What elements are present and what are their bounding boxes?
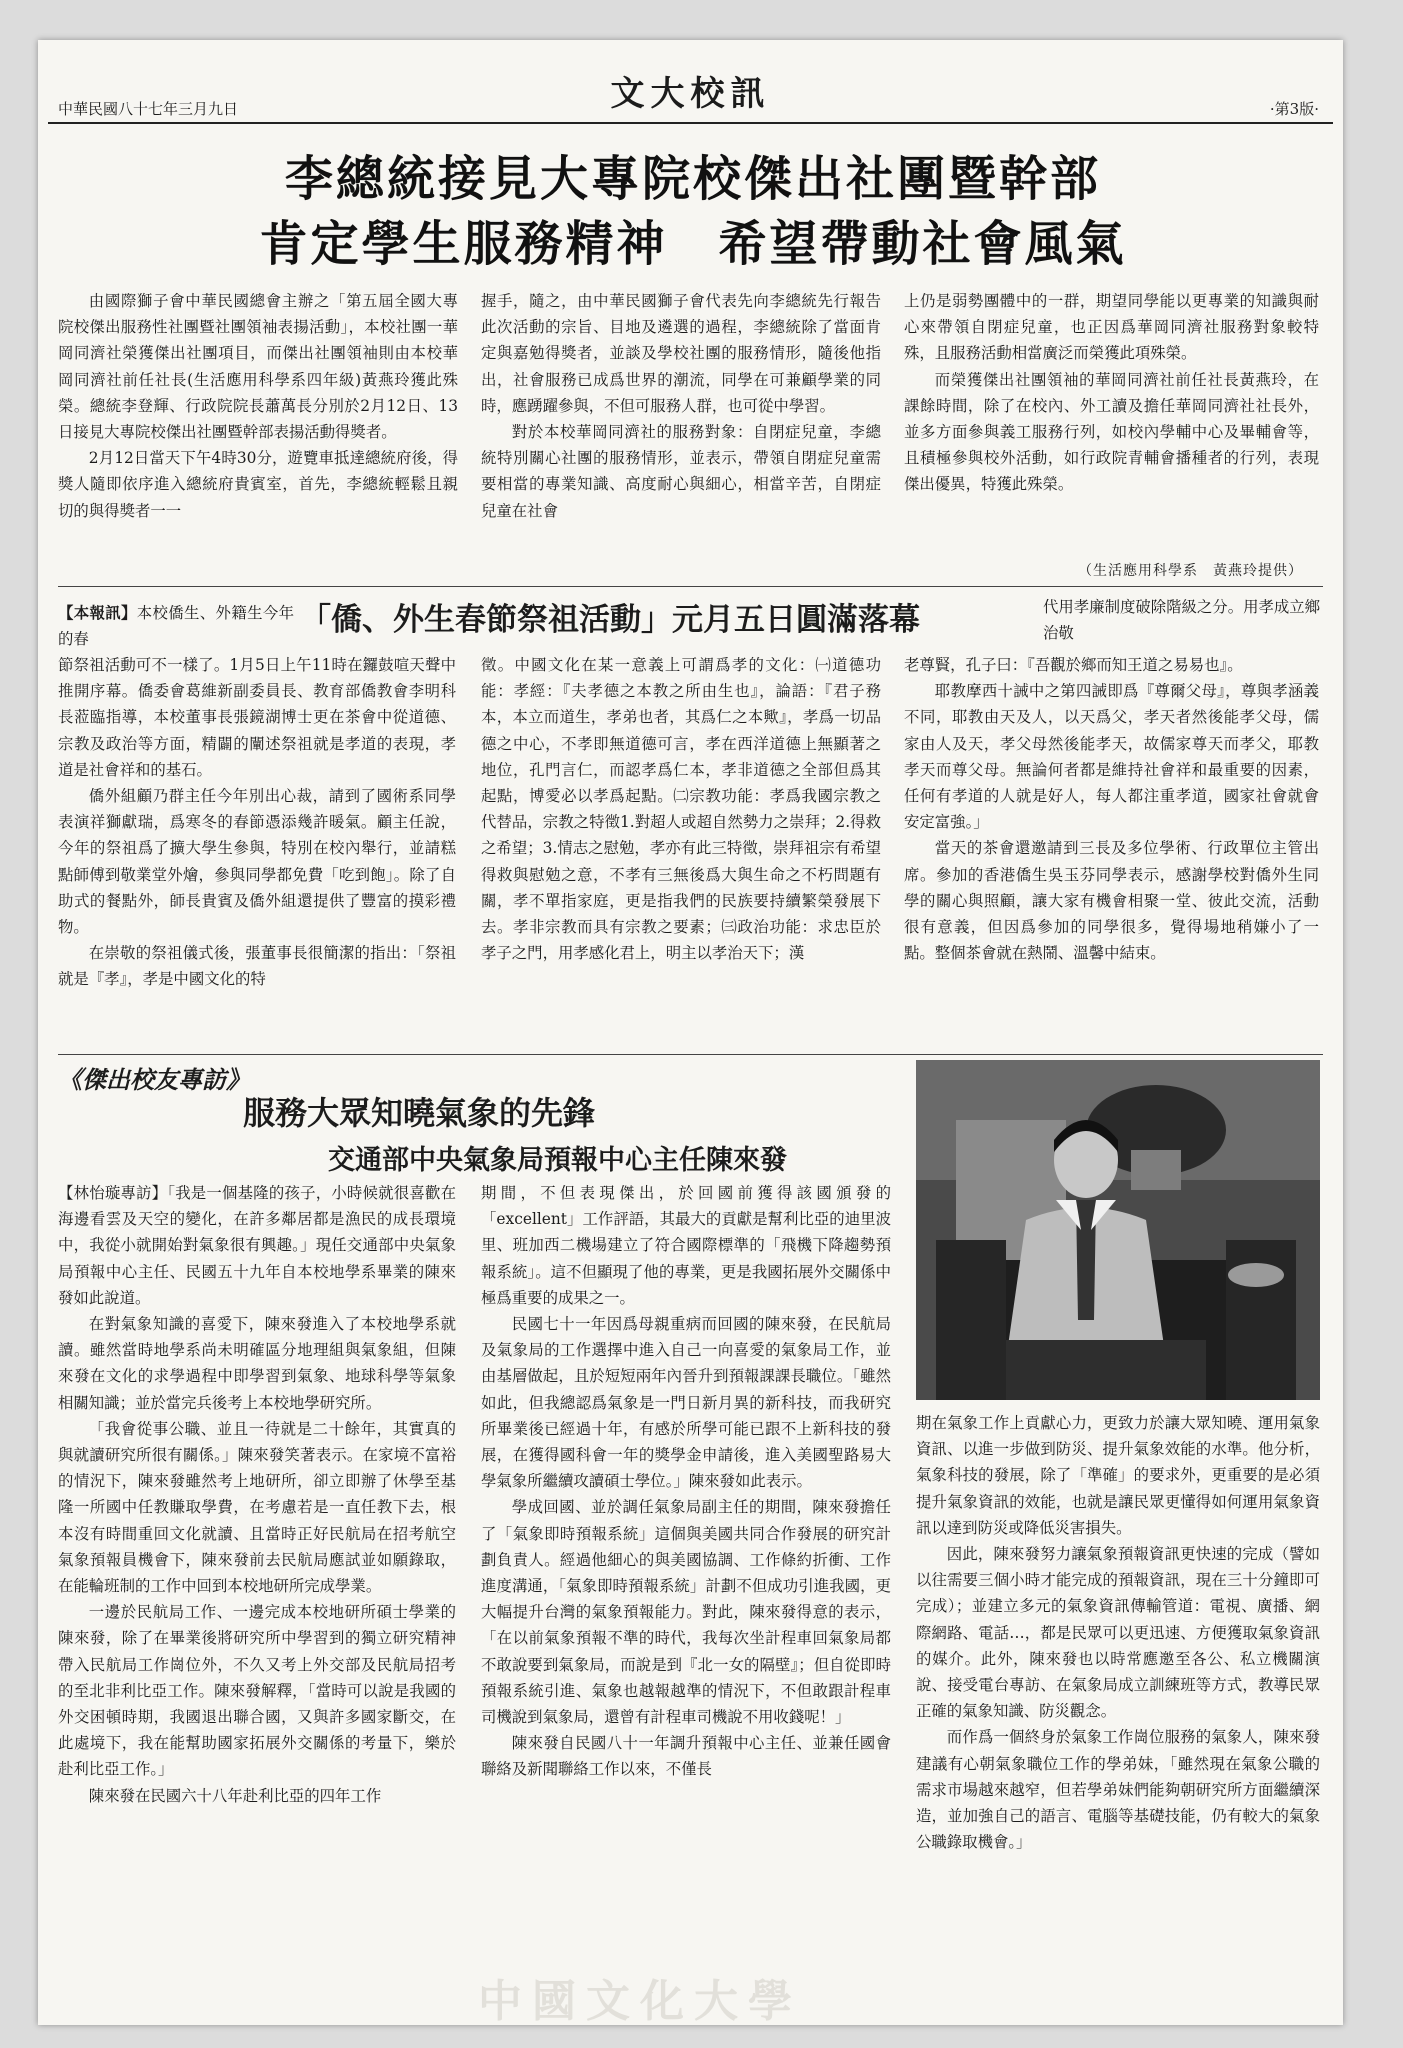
article1-headline-line2: 肯定學生服務精神 希望帶動社會風氣 (259, 216, 1127, 272)
article3-col3-para3: 而作爲一個終身於氣象工作崗位服務的氣象人，陳來發建議有心朝氣象職位工作的學弟妹，「雖然現在氣象公職的需求市場越來越窄，但若學弟妹們能夠朝研究所方面繼續深造，並加強自己的語言、電腦等基礎技能，仍有較大的氣象公職錄取機會。」 (916, 1728, 1320, 1852)
article3-col2-para3: 學成回國、並於調任氣象局副主任的期間，陳來發擔任了「氣象即時預報系統」這個與美國共同合作發展的研究計劃負責人。經過他細心的與美國協調、工作條約折衝、工作進度溝通，「氣象即時預報系統」計劃不但成功引進我國，更大幅提升台灣的氣象預報能力。對此，陳來發得意的表示，「在以前氣象預報不準的時代，我每次坐計程車回氣象局都不敢說要到氣象局，而說是到『北一女的隔壁』；但自從即時預報系統引進、氣象也越報越準的情況下，不但敢跟計程車司機說到氣象局，還曾有計程車司機說不用收錢呢！」 (481, 1498, 891, 1727)
article2-lede-tag: 【本報訊】 (58, 604, 137, 622)
article3-headline: 服務大眾知曉氣象的先鋒 (243, 1094, 596, 1132)
article2-headline: 「僑、外生春節祭祖活動」元月五日圓滿落幕 (300, 602, 920, 638)
article3-col1-para3: 「我會從事公職、並且一待就是二十餘年，其實真的與就讀研究所很有關係。」陳來發笑著表示。在家境不富裕的情況下，陳來發雖然考上地研所，卻立即辦了休學至基隆一所國中任教賺取學費，在考慮若是一直任教下去，根本沒有時間重回文化就讀、且當時正好民航局在招考航空氣象預報員機會下，陳來發前去民航局應試並如願錄取，在能輪班制的工作中回到本校地研所完成學業。 (58, 1419, 456, 1596)
article3-col2-para4: 陳來發自民國八十一年調升預報中心主任、並兼任國會聯絡及新聞聯絡工作以來，不僅長 (481, 1734, 891, 1779)
article1-col2-para1: 握手，隨之，由中華民國獅子會代表先向李總統先行報告此次活動的宗旨、目地及遴選的過程，李總統除了當面肯定與嘉勉得獎者，並談及學校社團的服務情形，隨後他指出，社會服務已成爲世界的潮流，同學在可兼顧學業的同時，應踴躍參與，不但可服務人群，也可從中學習。 (481, 292, 881, 415)
article1-col1-para2: 2月12日當天下午4時30分，遊覽車抵達總統府後，得獎人隨即依序進入總統府貴賓室，首先，李總統輕鬆且親切的與得獎者一一 (58, 449, 458, 520)
article2-right-lede: 代用孝廉制度破除階級之分。用孝成立鄉治敬 (1043, 598, 1321, 643)
article3-col1-para5: 陳來發在民國六十八年赴利比亞的四年工作 (88, 1786, 382, 1805)
article1-column-1 (58, 288, 458, 583)
article3-column-3 (916, 1410, 1320, 2018)
article2-column-2 (481, 652, 881, 1052)
article1-credit: （生活應用科學系 黃燕玲提供） (1078, 563, 1303, 579)
article3-col2-para2: 民國七十一年因爲母親重病而回國的陳來發，在民航局及氣象局的工作選擇中進入自己一向喜愛的氣象局工作，並由基層做起，且於短短兩年內晉升到預報課課長職位。「雖然如此，但我總認爲氣象是一門日新月異的新科技，而我研究所畢業後已經過十年，有感於所學可能已跟不上新科技的發展，在獲得國科會一年的獎學金申請後，進入美國聖路易大學氣象所繼續攻讀碩士學位。」陳來發如此表示。 (481, 1315, 891, 1491)
portrait-photo (916, 1060, 1320, 1400)
article1-column-3 (904, 288, 1319, 558)
article2-column-3 (904, 652, 1319, 1052)
article3-col1-para4: 一邊於民航局工作、一邊完成本校地研所碩士學業的陳來發，除了在畢業後將研究所中學習到的獨立研究精神帶入民航局工作崗位外，不久又考上外交部及民航局招考的至北非利比亞工作。陳來發解釋，「當時可以說是我國的外交困頓時期，我國退出聯合國，又與許多國家斷交，在此處境下，我在能幫助國家拓展外交關係的考量下，樂於赴利比亞工作。」 (58, 1603, 456, 1779)
watermark-text: 中國文化大學 (478, 1976, 802, 2025)
masthead-rule (48, 122, 1333, 124)
article2-lede-text: 本校僑生、外籍生今年的春 (58, 604, 294, 649)
article2-col1-para1: 節祭祖活動可不一樣了。1月5日上午11時在鑼鼓喧天聲中推開序幕。僑委會葛維新副委員長、教育部僑教會李明科長蒞臨指導，本校董事長張鏡湖博士更在茶會中從道德、宗教及政治等方面，精闢的闡述祭祖就是孝道的表現，孝道是社會祥和的基石。 (58, 656, 456, 779)
article3-col3-para1: 期在氣象工作上貢獻心力，更致力於讓大眾知曉、運用氣象資訊、以進一步做到防災、提升氣象效能的水準。他分析，氣象科技的發展，除了「準確」的要求外，更重要的是必須提升氣象資訊的效能，也就是讓民眾更懂得如何運用氣象資訊以達到防災或降低災害損失。 (916, 1414, 1320, 1537)
article2-col1-para2: 僑外組顧乃群主任今年別出心裁，請到了國術系同學表演祥獅獻瑞，爲寒冬的春節憑添幾許暖氣。顧主任說，今年的祭祖爲了擴大學生參與，特別在校內舉行，並請糕點師傅到敬業堂外燴，參與同學都免費「吃到飽」。除了自助式的餐點外，師長貴賓及僑外組還提供了豐富的摸彩禮物。 (58, 787, 456, 937)
article2-col3-para3: 當天的茶會還邀請到三長及多位學術、行政單位主管出席。參加的香港僑生吳玉芬同學表示，感謝學校對僑外生同學的關心與照顧，讓大家有機會相聚一堂、彼此交流，活動很有意義，但因爲參加的同學很多，覺得場地稍嫌小了一點。整個茶會就在熱鬧、溫馨中結束。 (904, 839, 1319, 963)
article2-col2-para1: 徵。中國文化在某一意義上可謂爲孝的文化：㈠道德功能：孝經：『夫孝德之本教之所由生也』，論語：『君子務本，本立而道生，孝弟也者，其爲仁之本歟』，孝爲一切品德之中心，不孝即無道德可言，孝在西洋道德上無顯著之地位，孔門言仁，而認孝爲仁本，孝非道德之全部但爲其起點，博愛必以孝爲起點。㈡宗教功能：孝爲我國宗教之代替品，宗教之特徵1.對超人或超自然勢力之崇拜；2.得救之希望；3.情志之慰勉，孝亦有此三特徵，崇拜祖宗有希望得救與慰勉之意，不孝有三無後爲大與生命之不朽問題有關，孝不單指家庭，更是指我們的民族要持續繁榮發展下去。孝非宗教而具有宗教之要素；㈢政治功能：求忠臣於孝子之門，用孝感化君上，明主以孝治天下；漢 (481, 656, 881, 963)
newspaper-page (38, 40, 1343, 2025)
article3-column-1 (58, 1180, 456, 2018)
article1-col1-para1: 由國際獅子會中華民國總會主辦之「第五屆全國大專院校傑出服務性社團暨社團領袖表揚活動」，本校社團一華岡同濟社榮獲傑出社團項目，而傑出社團領袖則由本校華岡同濟社前任社長(生活應用科學系四年級)黃燕玲獲此殊榮。總統李登輝、行政院院長蕭萬長分別於2月12日、13日接見大專院校傑出社團暨幹部表揚活動得獎者。 (58, 292, 458, 442)
article2-divider (58, 1054, 1323, 1055)
issue-date: 中華民國八十七年三月九日 (58, 100, 239, 118)
article3-column-2 (481, 1180, 891, 2018)
masthead (38, 40, 1343, 118)
article3-col1-para1: 【林怡璇專訪】「我是一個基隆的孩子，小時候就很喜歡在海邊看雲及天空的變化，在許多鄰居都是漁民的成長環境中，我從小就開始對氣象很有興趣。」現任交通部中央氣象局預報中心主任、民國五十九年自本校地學系畢業的陳來發如此說道。 (58, 1184, 456, 1307)
article1-col2-para2: 對於本校華岡同濟社的服務對象：自閉症兒童，李總統特別關心社團的服務情形，並表示，帶領自閉症兒童需要相當的專業知識、高度耐心與細心，相當辛苦，自閉症兒童在社會 (481, 423, 881, 520)
article2-col1-para3: 在崇敬的祭祖儀式後，張董事長很簡潔的指出：「祭祖就是『孝』，孝是中國文化的特 (58, 944, 456, 989)
newspaper-title: 文大校訊 (610, 74, 771, 114)
article1-headline-line1: 李總統接見大專院校傑出社團暨幹部 (284, 151, 1101, 207)
article1-col3-para1: 上仍是弱勢團體中的一群，期望同學能以更專業的知識與耐心來帶領自閉症兒童，也正因爲華岡同濟社服務對象較特殊，且服務活動相當廣泛而榮獲此項殊榮。 (904, 292, 1319, 363)
article1-divider (58, 586, 1323, 587)
article3-section-tag: 《傑出校友專訪》 (58, 1066, 250, 1094)
article2-col3-para1: 老尊賢，孔子曰：『吾觀於鄉而知王道之易易也』。 (904, 656, 1243, 674)
article3-col3-para2: 因此，陳來發努力讓氣象預報資訊更快速的完成（譬如以往需要三個小時才能完成的預報資訊，現在三十分鐘即可完成）；並建立多元的氣象資訊傳輸管道：電視、廣播、網際網路、電話…，都是民眾可以更迅速、方便獲取氣象資訊的媒介。此外，陳來發也以時常應邀至各公、私立機關演說、接受電台專訪、在氣象局成立訓練班等方式，教導民眾正確的氣象知識、防災觀念。 (916, 1545, 1320, 1721)
article2-column-1 (58, 652, 456, 1052)
portrait-photo-illustration (916, 1060, 1320, 1400)
article2-col3-para2: 耶教摩西十誡中之第四誡即爲『尊爾父母』，尊與孝涵義不同，耶教由天及人，以天爲父，孝天者然後能孝父母，儒家由人及天，孝父母然後能孝天，故儒家尊天而孝父，耶教孝天而尊父母。無論何者都是維持社會祥和最重要的因素，任何有孝道的人就是好人，每人都注重孝道，國家社會就會安定富強。」 (904, 682, 1319, 832)
article3-subheadline: 交通部中央氣象局預報中心主任陳來發 (328, 1145, 787, 1176)
page-number: ·第3版· (1269, 100, 1319, 118)
article3-col1-para2: 在對氣象知識的喜愛下，陳來發進入了本校地學系就讀。雖然當時地學系尚未明確區分地理組與氣象組，但陳來發在文化的求學過程中即學習到氣象、地球科學等氣象相關知識；並於當完兵後考上本校地學研究所。 (58, 1315, 456, 1412)
article3-col2-para1: 期間，不但表現傑出，於回國前獲得該國頒發的「excellent」工作評語，其最大的貢獻是幫利比亞的迪里波里、班加西二機場建立了符合國際標準的「飛機下降趨勢預報系統」。這不但顯現了他的專業，更是我國拓展外交關係中極爲重要的成果之一。 (481, 1184, 891, 1307)
article1-col3-para2: 而榮獲傑出社團領袖的華岡同濟社前任社長黃燕玲，在課餘時間，除了在校內、外工讀及擔任華岡同濟社社長外，並多方面參與義工服務行列，如校內學輔中心及畢輔會等，且積極參與校外活動，如行政院青輔會播種者的行列，表現傑出優異，特獲此殊榮。 (904, 370, 1319, 494)
article1-column-2 (481, 288, 881, 583)
